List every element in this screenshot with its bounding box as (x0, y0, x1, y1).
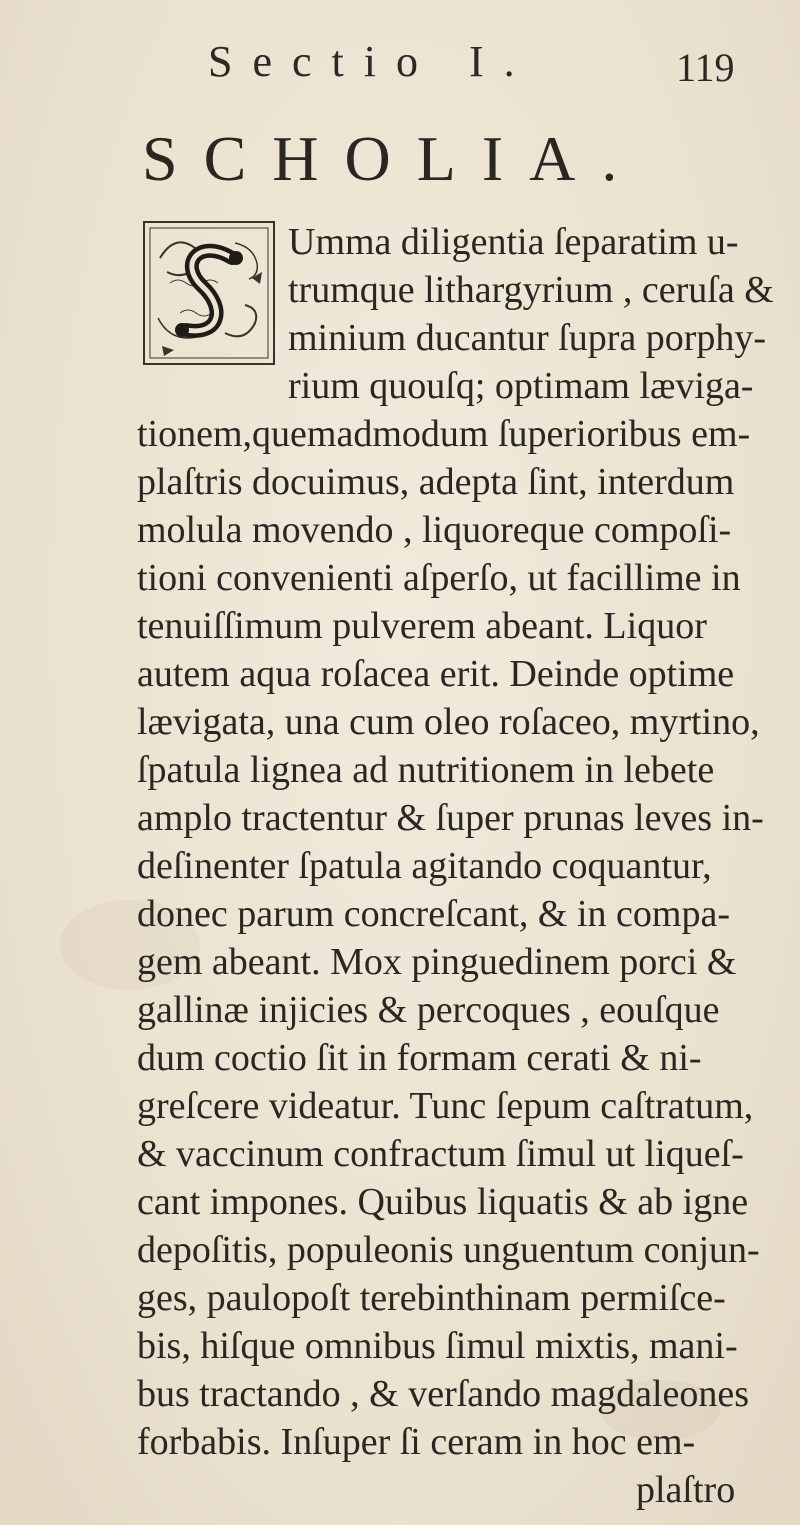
text-line: molula movendo , liquoreque compoſi- (137, 509, 732, 551)
text-line: ges, paulopoſt terebinthinam permiſce- (137, 1277, 726, 1319)
text-line: trumque lithargyrium , ceruſa & (288, 269, 774, 311)
running-title: Sectio I. (208, 37, 535, 86)
catchword: plaſtro (636, 1469, 736, 1511)
text-line: amplo tractentur & ſuper prunas leves in- (137, 797, 764, 839)
text-line: dum coctio ſit in formam cerati & ni- (137, 1037, 702, 1079)
text-line: bis, hiſque omnibus ſimul mixtis, mani- (137, 1325, 738, 1367)
text-line: rium quouſq; optimam læviga- (288, 365, 754, 407)
text-line: & vaccinum confractum ſimul ut liqueſ- (137, 1133, 744, 1175)
page-number: 119 (676, 45, 735, 90)
text-line: forbabis. Inſuper ſi ceram in hoc em- (137, 1421, 696, 1463)
text-line: autem aqua roſacea erit. Deinde optime (137, 653, 735, 695)
text-line: gallinæ injicies & percoques , eouſque (137, 989, 720, 1031)
text-line: tionem,quemadmodum ſuperioribus em- (137, 413, 751, 455)
text-line: bus tractando , & verſando magdaleones (137, 1373, 750, 1415)
text-line: ſpatula lignea ad nutritionem in lebete (137, 749, 715, 791)
section-heading: SCHOLIA. (142, 123, 644, 194)
text-line: donec parum concreſcant, & in compa- (137, 893, 730, 935)
text-line: greſcere videatur. Tunc ſepum caſtratum, (137, 1085, 754, 1127)
running-head (0, 28, 800, 88)
text-line: minium ducantur ſupra porphy- (288, 317, 767, 359)
ornamental-initial-s-icon (140, 218, 278, 368)
text-line: plaſtris docuimus, adepta ſint, interdum (137, 461, 735, 503)
text-line: Umma diligentia ſeparatim u- (288, 221, 739, 263)
text-line: deſinenter ſpatula agitando coquantur, (137, 845, 712, 887)
text-line: tioni convenienti aſperſo, ut facillime in (137, 557, 741, 599)
text-line: cant impones. Quibus liquatis & ab igne (137, 1181, 749, 1223)
text-line: tenuiſſimum pulverem abeant. Liquor (137, 605, 707, 647)
text-line: depoſitis, populeonis unguentum conjun- (137, 1229, 760, 1271)
text-line: lævigata, una cum oleo roſaceo, myrtino, (137, 701, 760, 743)
text-line: gem abeant. Mox pinguedinem porci & (137, 941, 737, 983)
